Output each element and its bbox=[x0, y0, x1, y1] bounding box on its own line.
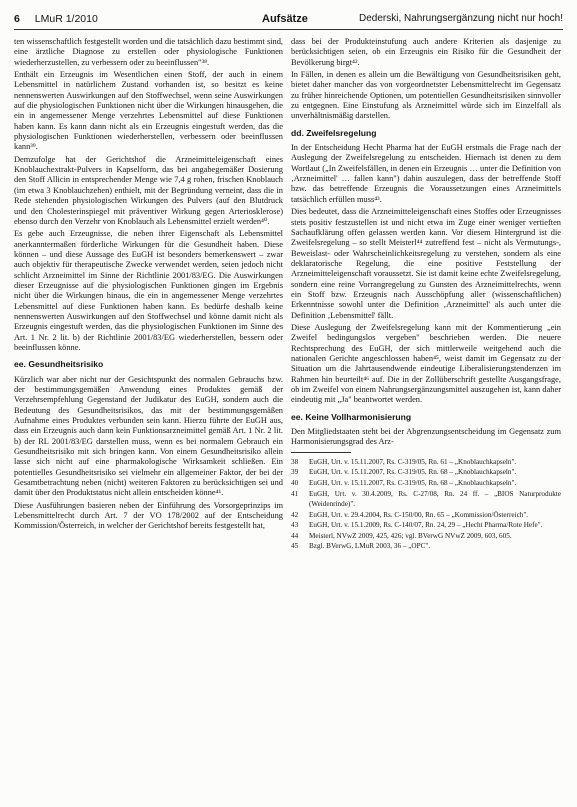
footnote-number: 40 bbox=[291, 478, 299, 487]
paragraph: Kürzlich war aber nicht nur der Gesichtspunkt des normalen Gebrauchs bzw. der bestimmungsgemäßen Anwendung eines Produktes gemäß der Verzehrsempfehlung Gegenstand der Judikatur des EuGH, sondern auch die Bedeutung des Gesundheitsrisikos, das mit der bestimmungsgemäßen Aufnahme eines Produktes verbunden sein kann. Hierzu führte der EuGH aus, dass ein Erzeugnis auch dann kein Funktionsarzneimittel gemäß Art. 1 Nr. 2 lit. b) der RL 2001/83/EG darstellen muss, wenn es bei normalem Gebrauch ein Gesundheitsrisiko mit sich bringen kann. Von einem Gesundheitsrisiko allein lasse sich nicht auf eine pharmakologische Wirksamkeit schließen. Ein potentielles Gesundheitsrisiko sei vielmehr ein allgemeiner Faktor, der bei der Gesamtbetrachtung neben (nicht) weiteren Faktoren zu berücksichtigen sei und damit über den Produktstatus nicht allein entscheiden könne⁴¹. bbox=[14, 374, 283, 498]
footnote-text: EuGH, Urt. v. 29.4.2004, Rs. C-150/00, Rn. 65 – „Kommission/Österreich". bbox=[309, 510, 529, 519]
right-column bbox=[291, 37, 561, 552]
paragraph: ten wissenschaftlich festgestellt worden und die tatsächlich dazu bestimmt sind, eine ärztliche Diagnose zu erstellen oder physiologische Funktionen wiederherzustellen, zu verbessern oder zu beeinflussen"³⁸. bbox=[14, 37, 283, 67]
footnote bbox=[291, 531, 561, 542]
footnote-number: 44 bbox=[291, 531, 299, 540]
footnote-text: Meisterl, NVwZ 2009, 425, 426; vgl. BVerwG NVwZ 2009, 603, 605. bbox=[309, 531, 512, 540]
footnote-text: EuGH, Urt. v. 15.11.2007, Rs. C-319/05, Rn. 68 – „Knoblauchkapseln". bbox=[309, 468, 517, 477]
footnote-number: 39 bbox=[291, 468, 299, 477]
footnote-number: 43 bbox=[291, 521, 299, 530]
header-left bbox=[14, 12, 98, 26]
running-title: Dederski, Nahrungsergänzung nicht nur hoch! bbox=[358, 13, 563, 24]
footnote-text: Bzgl. BVerwG, LMuR 2003, 36 – „OPC". bbox=[309, 542, 431, 551]
footnote bbox=[291, 489, 561, 510]
footnote bbox=[291, 457, 561, 468]
section-title: Aufsätze bbox=[262, 13, 308, 25]
footnote bbox=[291, 520, 561, 531]
footnote-number: 38 bbox=[291, 457, 299, 466]
footnotes bbox=[291, 457, 561, 552]
page-header bbox=[0, 12, 577, 28]
footnote-text: EuGH, Urt. v. 15.11.2007, Rs. C-319/05, Rn. 68 – „Knoblauchkapseln". bbox=[309, 478, 517, 487]
section-heading-zweifelsregelung: dd. Zweifelsregelung bbox=[291, 127, 377, 138]
footnote-number: 45 bbox=[291, 542, 299, 551]
footnote-number: 41 bbox=[291, 489, 299, 498]
paragraph: Dies bedeutet, dass die Arzneimitteleigenschaft eines Stoffes oder Erzeugnisses stets positiv festzustellen ist und nicht etwa im Zuge einer weniger vertieften Sachaufklärung offen gelassen werden kann. Vor diesem Hintergrund ist die Zweifelsregelung – so stellt Meisterl⁴⁴ zutreffend fest – nicht als Vermutungs-, Beweislast- oder Wahrscheinlichkeitsregelung zu verstehen, sondern als eine deklaratorische Regelung, die eine positive Feststellung der Arzneimitteleigenschaft voraussetzt. Sie ist damit keine echte Zweifelsregelung, sondern eine reine Vorrangregelung zu Gunsten des Arzneimittelrechts, wenn ein Stoff bzw. Erzeugnis nach Ausschöpfung aller (wissenschaftlichen) Erkenntnisse sowohl unter die Definition ‚Arzneimittel' als auch unter die Definition ‚Lebensmittel' fällt. bbox=[291, 207, 561, 320]
footnote bbox=[291, 510, 561, 521]
footnote bbox=[291, 541, 561, 552]
left-column bbox=[14, 37, 283, 534]
paragraph: Es gebe auch Erzeugnisse, die neben ihrer Eigenschaft als Lebensmittel anerkanntermaßen förderliche Wirkungen für die Gesundheit haben. Diese können – und diese Aussage des EuGH ist besonders bemerkenswert – zwar auch objektiv für therapeutische Zwecke verwendet werden, seien jedoch nicht schlicht Arzneimittel im Sinne der Richtlinie 2001/83/EG. Die Auswirkungen dieser Erzeugnisse auf die physiologischen Funktionen gingen im Ergebnis nicht über die Wirkungen hinaus, die ein in angemessener Menge verzehrtes Lebensmittel auf diese Funktionen haben kann. Es bedürfe deshalb keine nennenswerten Auswirkungen auf den Stoffwechsel und könne damit nicht als Erzeugnis eingestuft werden, das die physiologischen Funktionen im Sinne des Art. 1 Nr. 2 lit. b) der Richtlinie 2001/83/EG wiederherstellen, bessern oder beeinflussen könne. bbox=[14, 229, 283, 352]
paragraph: Diese Ausführungen basieren neben der Einführung des Vorsorgeprinzips im Lebensmittelrecht durch Art. 7 der VO 178/2002 auf der Entscheidung Kommission/Österreich, in welcher der Gerichtshof bereits festgestellt hat, bbox=[14, 500, 283, 531]
paragraph: In der Entscheidung Hecht Pharma hat der EuGH erstmals die Frage nach der Auslegung der Zweifelsregelung zu entscheiden. Hiernach ist denen zu dem Wortlaut („In Zweifelsfällen, in denen ein Erzeugnis … unter die Definition von ‚Arzneimittel' … fallen kann") dahin auszulegen, dass der betreffende Stoff bzw. das betreffende Erzeugnis die Voraussetzungen eines Arzneimittels tatsächlich erfüllen muss⁴³. bbox=[291, 143, 561, 204]
footnote-text: EuGH, Urt. v. 15.1.2009, Rs. C-140/07, Rn. 24, 29 – „Hecht Pharma/Rote Hefe". bbox=[309, 521, 543, 530]
footnote-text: EuGH, Urt. v. 15.11.2007, Rs. C-319/05, Rn. 61 – „Knoblauchkapseln". bbox=[309, 457, 517, 466]
journal-issue: LMuR 1/2010 bbox=[34, 13, 98, 25]
paragraph: Demzufolge hat der Gerichtshof die Arzneimitteleigenschaft eines Knoblauchextrakt-Pulvers in Kapselform, das bei angabegemäßer Dosierung den Stoff Allicin in entsprechender Menge wie 7,4 g rohen, frischen Knoblauch (im etwa 3 Knoblauchzehen) enthielt, mit der Begründung verneint, dass die in Rede stehenden physiologischen Wirkungen des Pulvers (auf den Blutdruck und den Cholesterinspiegel mit präventiver Wirkung gegen Arteriosklerose) ebenso durch den Verzehr von Knoblauch als Lebensmittel erzielt werden⁴⁰. bbox=[14, 154, 283, 226]
paragraph: dass bei der Produkteinstufung auch andere Kriterien als dasjenige zu berücksichtigen seien, ob ein Erzeugnis ein Risiko für die Gesundheit der Bevölkerung birgt⁴². bbox=[291, 37, 561, 67]
paragraph: Enthält ein Erzeugnis im Wesentlichen einen Stoff, der auch in einem Lebensmittel in natürlichem Zustand vorhanden ist, so besitzt es keine nennenswerten Auswirkungen auf den Stoffwechsel, wenn seine Auswirkungen auf die physiologischen Funktionen nicht über die Wirkungen hinausgehen, die ein in angemessener Menge verzehrtes Lebensmittel auf diese Funktionen haben kann. Es kann dann nicht als ein Erzeugnis eingestuft werden, das die physiologischen Funktionen wiederherstellen, verbessern oder beeinflussen kann³⁹. bbox=[14, 70, 283, 152]
paragraph: Den Mitgliedstaaten steht bei der Abgrenzungsentscheidung im Gegensatz zum Harmonisierungsgrad des Arz- bbox=[291, 427, 561, 447]
section-heading-gesundheitsrisiko: ee. Gesundheitsrisiko bbox=[14, 359, 104, 370]
footnote-number: 42 bbox=[291, 510, 299, 519]
paragraph: In Fällen, in denen es allein um die Bewältigung von Gesundheitsrisiken geht, bietet daher mancher das von vorgeordnetster Lebensmittelrecht im Gegensatz zu früher hinreichende Optionen, um potentiellen Gesundheitsrisiken sinnvoller zu entgegnen. Eine Einstufung als Arzneimittel würde sich im Einzelfall als unverhältnismäßig darstellen. bbox=[291, 70, 561, 121]
footnote bbox=[291, 467, 561, 478]
header-rule bbox=[14, 29, 563, 30]
footnote-rule bbox=[291, 452, 351, 453]
paragraph: Diese Auslegung der Zweifelsregelung kann mit der Kommentierung „ein Zweifel bedingungslos vergeben" beschrieben werden. Die neuere Rechtsprechung des EuGH, der sich mittlerweile weitgehend auch die nationalen Gerichte angeschlossen haben⁴⁵, weist damit im Gegensatz zu der Situation um die Jahrtausendwende eindeutige Liberalisierungstendenzen im Rahmen hin beurteilt⁴⁶ auf. Die in der Zollüberschrift gestellte Ausgangsfrage, ob im Zweifel von einem Nahrungsergänzungsmittel auszugehen ist, kann daher eindeutig mit „Ja" beantwortet werden. bbox=[291, 322, 561, 405]
footnote-text: EuGH, Urt. v. 30.4.2009, Rs. C-27/08, Rn. 24 ff. – „BIOS Naturprodukte (Weidenrinde)". bbox=[309, 489, 561, 509]
section-heading-vollharmonisierung: ee. Keine Vollharmonisierung bbox=[291, 411, 412, 422]
page-number: 6 bbox=[14, 13, 20, 25]
footnote bbox=[291, 478, 561, 489]
